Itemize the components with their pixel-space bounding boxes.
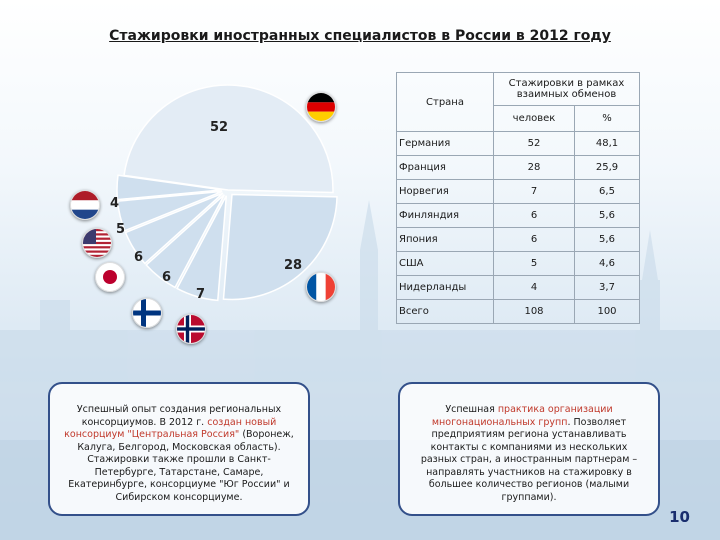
- row-country: Франция: [397, 156, 494, 180]
- col-people-header: человек: [494, 106, 575, 132]
- row-country: Германия: [397, 132, 494, 156]
- pie-label-france: 28: [284, 258, 303, 273]
- row-country: Нидерланды: [397, 276, 494, 300]
- table-row: [397, 132, 640, 156]
- row-people: 6: [494, 204, 575, 228]
- table-row: [397, 180, 640, 204]
- table-row: [397, 228, 640, 252]
- row-country: Норвегия: [397, 180, 494, 204]
- right-note-text-1: Успешная: [445, 404, 498, 415]
- row-percent: 25,9: [575, 156, 640, 180]
- internship-table: [396, 72, 640, 324]
- row-percent: 3,7: [575, 276, 640, 300]
- pie-label-norway: 7: [196, 287, 206, 302]
- right-note-text-2: . Позволяет предприятиям региона устанавливать контакты с компаниями из нескольких разных стран, а иностранным партнерам – направлять участников на стажировку в большее количество регионов (малыми группами).: [420, 416, 638, 503]
- right-note-box: [398, 382, 660, 516]
- row-country: Япония: [397, 228, 494, 252]
- pie-label-netherlands: 4: [110, 196, 120, 211]
- row-people: 28: [494, 156, 575, 180]
- col-percent-header: %: [575, 106, 640, 132]
- finland-flag-icon: [132, 298, 162, 328]
- france-flag-icon: [306, 272, 336, 302]
- row-percent: 5,6: [575, 228, 640, 252]
- left-note-box: [48, 382, 310, 516]
- norway-flag-icon: [176, 314, 206, 344]
- page-number: 10: [669, 508, 690, 526]
- table-row: [397, 156, 640, 180]
- row-percent: 4,6: [575, 252, 640, 276]
- page-title: Стажировки иностранных специалистов в России в 2012 году: [109, 28, 611, 44]
- table-row: [397, 252, 640, 276]
- row-country: США: [397, 252, 494, 276]
- left-note-highlight: создан новый консорциум "Центральная Россия": [64, 416, 277, 440]
- pie-label-finland: 6: [162, 270, 172, 285]
- row-country: Финляндия: [397, 204, 494, 228]
- row-percent: 5,6: [575, 204, 640, 228]
- germany-flag-icon: [306, 92, 336, 122]
- row-country: Всего: [397, 300, 494, 324]
- row-people: 52: [494, 132, 575, 156]
- row-people: 7: [494, 180, 575, 204]
- row-people: 5: [494, 252, 575, 276]
- netherlands-flag-icon: [70, 190, 100, 220]
- right-note-highlight: практика организации многонациональных групп: [431, 404, 613, 428]
- row-percent: 48,1: [575, 132, 640, 156]
- row-percent: 100: [575, 300, 640, 324]
- left-note-text-1: Успешный опыт создания региональных консорциумов. В 2012 г.: [76, 404, 282, 428]
- pie-slice-Германия: [124, 85, 333, 192]
- col-group-header: Стажировки в рамках взаимных обменов: [494, 73, 640, 106]
- left-note-text-2: (Воронеж, Калуга, Белгород, Московская область). Стажировки также прошли в Санкт-Петербурге, Татарстане, Самаре, Екатеринбурге, консорциуме "Юг России" и Сибирском консорциуме.: [68, 429, 294, 503]
- row-people: 6: [494, 228, 575, 252]
- pie-label-germany: 52: [210, 120, 229, 135]
- usa-flag-icon: [82, 228, 112, 258]
- pie-label-usa: 5: [116, 222, 126, 237]
- pie-label-japan: 6: [134, 250, 144, 265]
- table-row: [397, 276, 640, 300]
- row-percent: 6,5: [575, 180, 640, 204]
- table-row: [397, 204, 640, 228]
- japan-flag-icon: [95, 262, 125, 292]
- col-country-header: Страна: [397, 73, 494, 132]
- row-people: 108: [494, 300, 575, 324]
- table-row-total: [397, 300, 640, 324]
- row-people: 4: [494, 276, 575, 300]
